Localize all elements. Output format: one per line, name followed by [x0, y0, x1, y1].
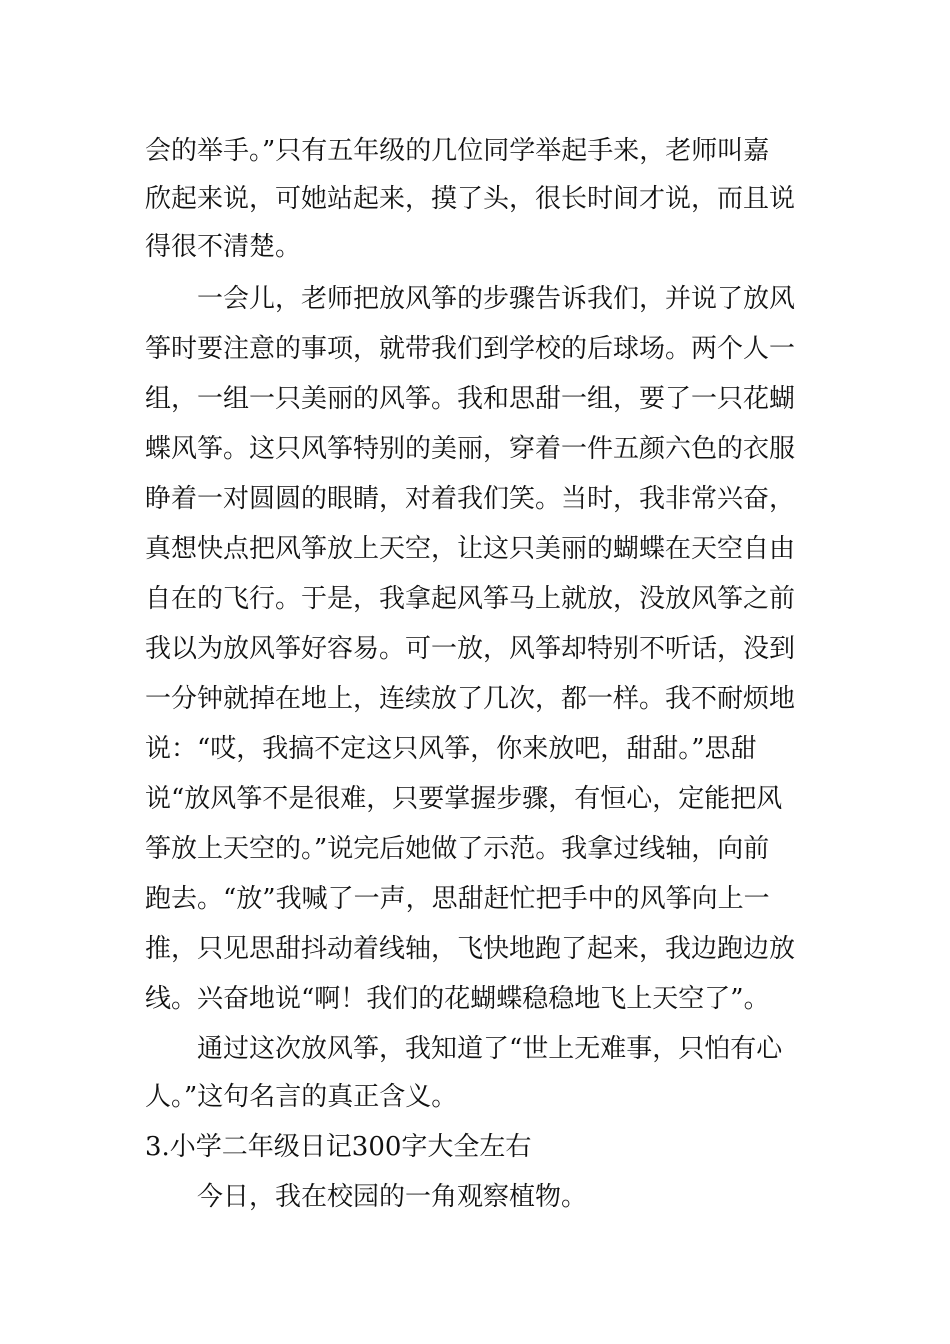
- text-line: 我以为放风筝好容易。可一放，风筝却特别不听话，没到: [145, 634, 796, 664]
- paragraph-start-line: 通过这次放风筝，我知道了“世上无难事，只怕有心: [197, 1034, 783, 1064]
- text-line: 睁着一对圆圆的眼睛，对着我们笑。当时，我非常兴奋，: [145, 484, 796, 514]
- text-line: 筝放上天空的。”说完后她做了示范。我拿过线轴，向前: [145, 834, 770, 864]
- section-heading: 3.小学二年级日记300字大全左右: [145, 1132, 532, 1162]
- text-line: 蝶风筝。这只风筝特别的美丽，穿着一件五颜六色的衣服: [145, 434, 796, 464]
- text-line: 人。”这句名言的真正含义。: [145, 1082, 458, 1112]
- paragraph-start-line: 今日，我在校园的一角观察植物。: [197, 1182, 588, 1212]
- text-line: 会的举手。”只有五年级的几位同学举起手来，老师叫嘉: [145, 136, 770, 166]
- text-line: 欣起来说，可她站起来，摸了头，很长时间才说，而且说: [145, 184, 796, 214]
- text-line: 真想快点把风筝放上天空，让这只美丽的蝴蝶在天空自由: [145, 534, 796, 564]
- text-line: 跑去。“放”我喊了一声，思甜赶忙把手中的风筝向上一: [145, 884, 770, 914]
- text-line: 组，一组一只美丽的风筝。我和思甜一组，要了一只花蝴: [145, 384, 796, 414]
- text-line: 自在的飞行。于是，我拿起风筝马上就放，没放风筝之前: [145, 584, 796, 614]
- text-line: 推，只见思甜抖动着线轴，飞快地跑了起来，我边跑边放: [145, 934, 796, 964]
- text-line: 说：“哎，我搞不定这只风筝，你来放吧，甜甜。”思甜: [145, 734, 757, 764]
- text-line: 线。兴奋地说“啊！我们的花蝴蝶稳稳地飞上天空了”。: [145, 984, 770, 1014]
- text-line: 说“放风筝不是很难，只要掌握步骤，有恒心，定能把风: [145, 784, 783, 814]
- text-line: 得很不清楚。: [145, 232, 302, 262]
- text-line: 一分钟就掉在地上，连续放了几次，都一样。我不耐烦地: [145, 684, 796, 714]
- text-line: 筝时要注意的事项，就带我们到学校的后球场。两个人一: [145, 334, 796, 364]
- paragraph-start-line: 一会儿，老师把放风筝的步骤告诉我们，并说了放风: [197, 284, 796, 314]
